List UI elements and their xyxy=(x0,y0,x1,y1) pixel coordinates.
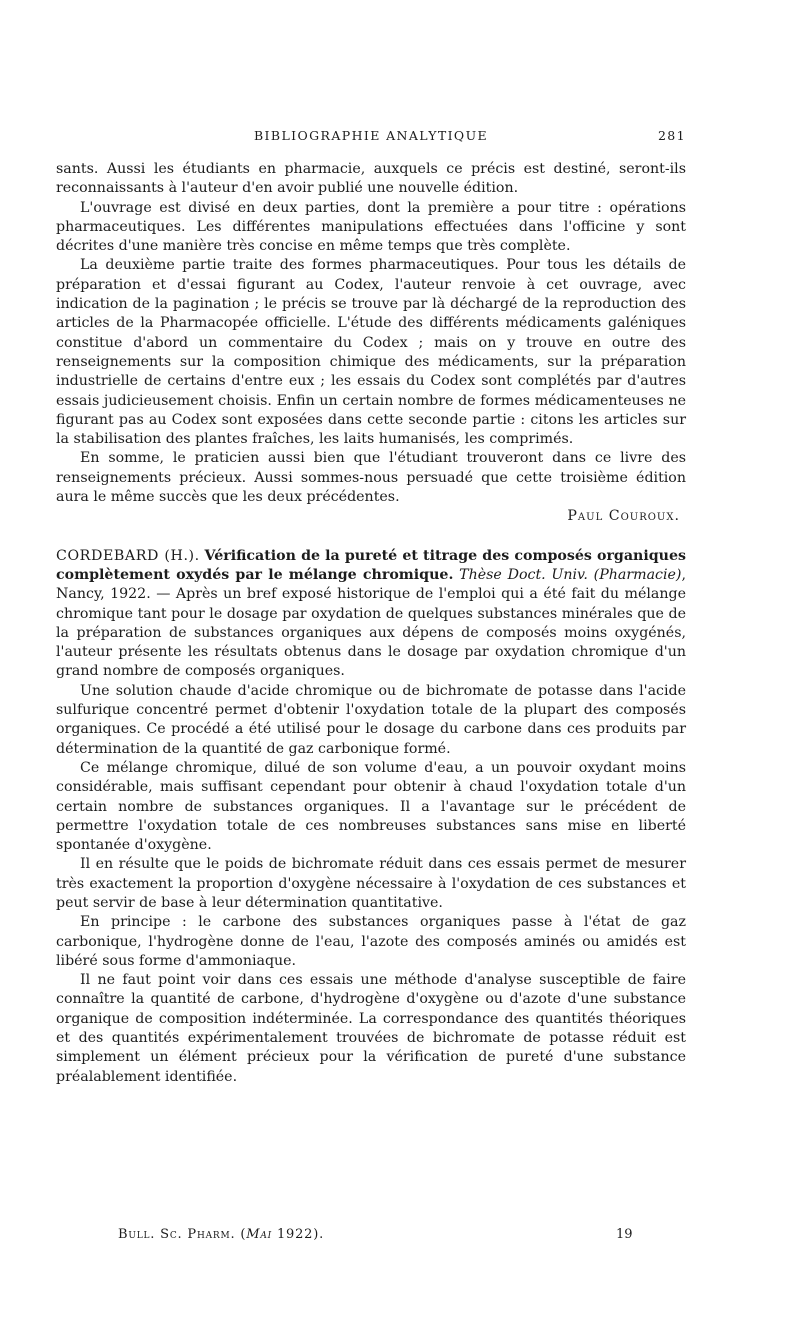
running-title: BIBLIOGRAPHIE ANALYTIQUE xyxy=(253,128,489,143)
section-spacer xyxy=(56,527,686,547)
page-number: 281 xyxy=(657,128,686,143)
footer xyxy=(56,1227,686,1247)
review2-these: Thèse Doct. Univ. xyxy=(459,566,588,583)
review2-place-date: , Nancy, 1922. — xyxy=(56,566,686,603)
review2-entry-head xyxy=(56,547,686,682)
review1-paragraph: L'ouvrage est divisé en deux parties, dont la première a pour titre : opérations pharmaceutiques. Les différentes manipulations effectuées dans l'officine y sont décrites d'une manière très concise en même temps que très complète. xyxy=(56,199,686,255)
review1-paragraph: En somme, le praticien aussi bien que l'étudiant trouveront dans ce livre des renseignements précieux. Aussi sommes-nous persuadé que cette troisième édition aura le même succès que les deux précédentes. xyxy=(56,450,686,506)
review2-paragraph: Il ne faut point voir dans ces essais une méthode d'analyse susceptible de faire connaître la quantité de carbone, d'hydrogène d'oxygène ou d'azote d'une substance organique de composition indéterminée. La correspondance des quantités théoriques et des quantités expérimentalement trouvées de bichromate de potasse réduit est simplement un élément précieux pour la vérification de pureté d'une substance préalablement identifiée. xyxy=(56,972,686,1085)
review2-paragraph: En principe : le carbone des substances organiques passe à l'état de gaz carbonique, l'hydrogène donne de l'eau, l'azote des composés aminés ou amidés est libéré sous forme d'ammoniaque. xyxy=(56,914,686,969)
body-text xyxy=(56,160,686,1087)
review2-paragraph: Une solution chaude d'acide chromique ou de bichromate de potasse dans l'acide sulfurique concentré permet d'obtenir l'oxydation totale de la plupart des composés organiques. Ce procédé a été utilisé pour le dosage du carbone dans ces produits par détermination de la quantité de gaz carbonique formé. xyxy=(56,682,686,757)
review2-faculty: (Pharmacie) xyxy=(593,566,682,583)
review2-title: Vérification de la pureté et titrage des composés organiques complètement oxydés par le mélange chromique. xyxy=(56,547,686,583)
citation-prefix: Bull. Sc. Pharm. ( xyxy=(118,1227,247,1242)
review2-lead-text: Après un bref exposé historique de l'emploi qui a été fait du mélange chromique tant pour le dosage par oxydation de quelques substances minérales que de la préparation de substances organiques aux dépens de composés moins oxygénés, l'auteur présente les résultats obtenus dans le dosage par oxydation chromique d'un grand nombre de composés organiques. xyxy=(56,586,686,680)
review1-paragraph: sants. Aussi les étudiants en pharmacie, auxquels ce précis est destiné, seront-ils reconnaissants à l'auteur d'en avoir publié une nouvelle édition. xyxy=(56,161,686,197)
citation-suffix: 1922). xyxy=(272,1227,325,1242)
running-head xyxy=(56,128,686,148)
review2-paragraph: Ce mélange chromique, dilué de son volume d'eau, a un pouvoir oxydant moins considérable, mais suffisant cependant pour obtenir à chaud l'oxydation totale d'un certain nombre de substances organiques. Il a l'avantage sur le précédent de permettre l'oxydation totale de ces nombreuses substances sans mise en liberté spontanée d'oxygène. xyxy=(56,759,686,854)
journal-citation xyxy=(118,1227,324,1242)
citation-month: Mai xyxy=(246,1227,273,1242)
review2-paragraph: Il en résulte que le poids de bichromate réduit dans ces essais permet de mesurer très exactement la proportion d'oxygène nécessaire à l'oxydation de ces substances et peut servir de base à leur détermination quantitative. xyxy=(56,856,686,911)
sheet-number: 19 xyxy=(616,1227,633,1242)
review1-signature: Paul Couroux. xyxy=(567,508,680,525)
review1-paragraph: La deuxième partie traite des formes pharmaceutiques. Pour tous les détails de préparation et d'essai figurant au Codex, l'auteur renvoie à cet ouvrage, avec indication de la pagination ; le précis se trouve par là déchargé de la reproduction des articles de la Pharmacopée officielle. L'étude des différents médicaments galéniques constitue d'abord un commentaire du Codex ; mais on y trouve en outre des renseignements sur la composition chimique des médicaments, sur la préparation industrielle de certains d'entre eux ; les essais du Codex sont complétés par d'autres essais judicieusement choisis. Enfin un certain nombre de formes médicamenteuses ne figurant pas au Codex sont exposées dans cette seconde partie : citons les articles sur la stabilisation des plantes fraîches, les laits humanisés, les comprimés. xyxy=(56,257,686,448)
review2-author: CORDEBARD (H.). xyxy=(56,547,200,564)
